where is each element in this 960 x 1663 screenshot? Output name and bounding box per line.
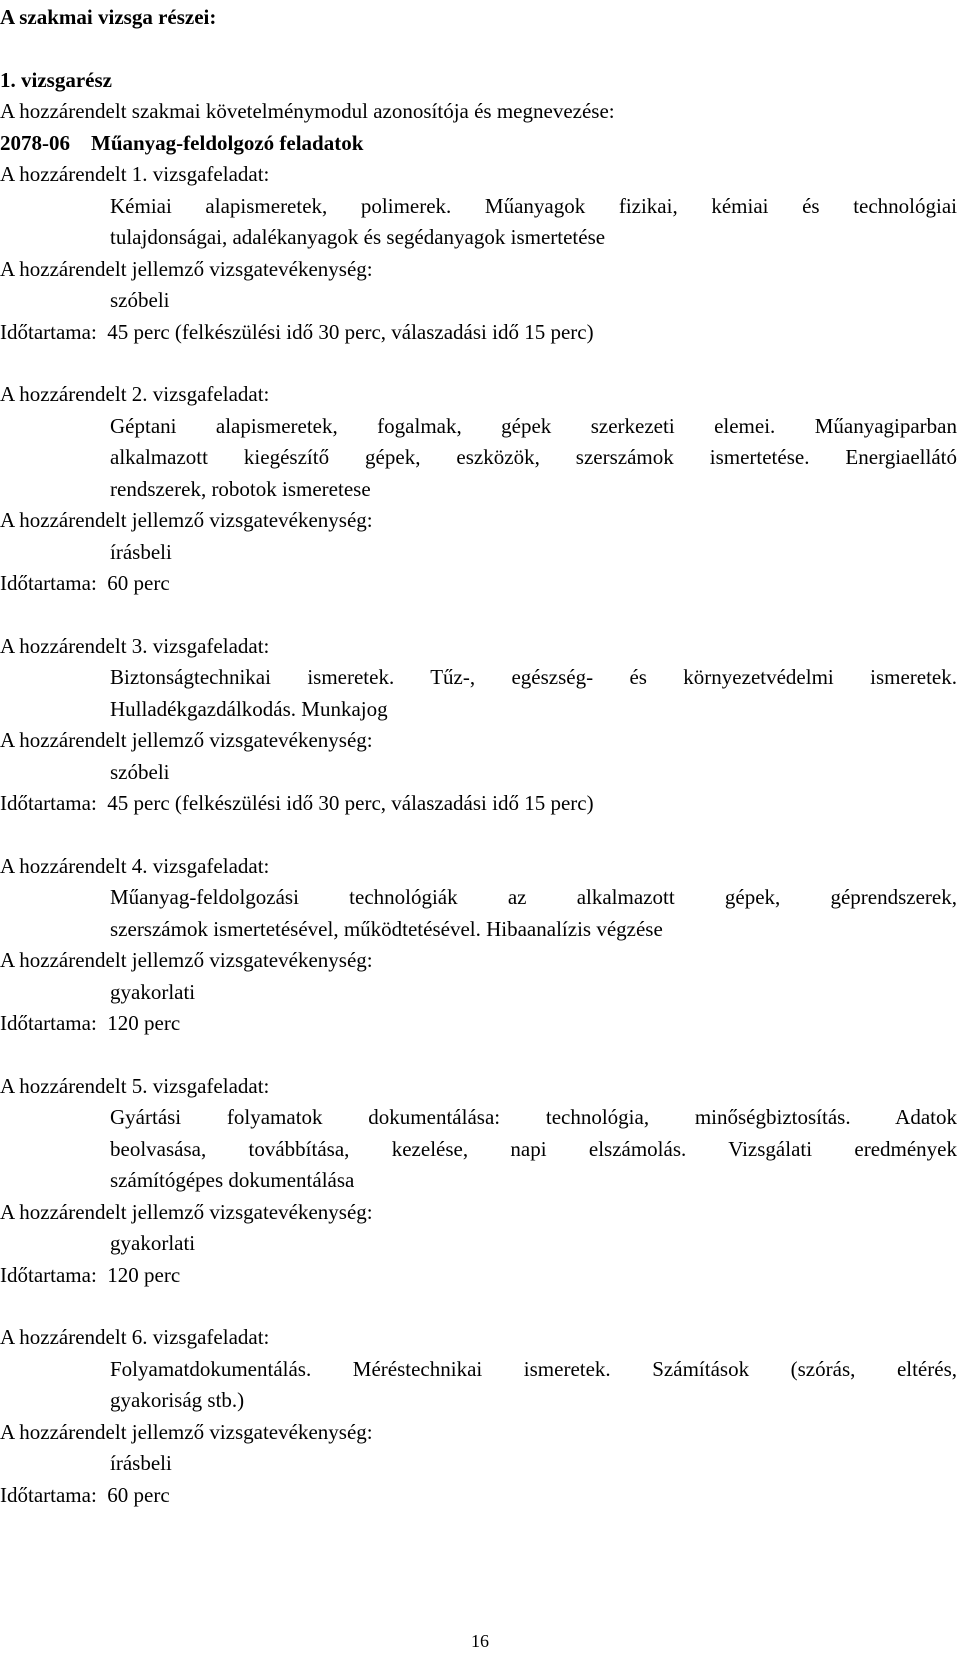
task-description-line: Műanyag-feldolgozási technológiák az alkalmazott gépek, géprendszerek, — [110, 885, 957, 909]
document-page — [0, 2, 960, 1511]
task-description-line: Géptani alapismeretek, fogalmak, gépek szerkezeti elemei. Műanyagiparban — [110, 413, 957, 438]
spacer — [0, 820, 960, 851]
activity-type: írásbeli — [110, 539, 172, 564]
task-description-line: Gyártási folyamatok dokumentálása: technológia, minőségbiztosítás. Adatok — [110, 1105, 957, 1129]
page-number: 16 — [471, 1631, 489, 1651]
task-label: A hozzárendelt 6. vizsgafeladat: — [0, 1325, 270, 1349]
duration-row — [0, 568, 960, 600]
duration-label: Időtartama: — [0, 319, 97, 344]
spacer — [0, 1291, 960, 1322]
task-label: A hozzárendelt 2. vizsgafeladat: — [0, 382, 270, 406]
task-description-line: számítógépes dokumentálása — [110, 1168, 355, 1192]
spacer — [0, 348, 960, 379]
activity-type: szóbeli — [110, 288, 170, 312]
task-description-line: szerszámok ismertetésével, működtetésével. Hibaanalízis végzése — [110, 916, 663, 941]
duration-label: Időtartama: — [0, 1262, 97, 1287]
task-label: A hozzárendelt 3. vizsgafeladat: — [0, 633, 270, 658]
module-code: 2078-06 — [0, 130, 70, 155]
duration-value: 60 perc — [107, 571, 170, 595]
task-description-line: Biztonságtechnikai ismeretek. Tűz-, egészség- és környezetvédelmi ismeretek. — [110, 665, 957, 689]
task-label: A hozzárendelt 1. vizsgafeladat: — [0, 162, 270, 186]
activity-type: gyakorlati — [110, 979, 196, 1004]
duration-row — [0, 317, 960, 349]
module-label: A hozzárendelt szakmai követelménymodul azonosítója és megnevezése: — [0, 99, 615, 123]
duration-label: Időtartama: — [0, 1482, 97, 1507]
exam-task — [0, 159, 960, 348]
module-identifier — [0, 128, 960, 160]
duration-value: 45 perc (felkészülési idő 30 perc, válaszadási idő 15 perc) — [107, 319, 594, 344]
module-name: Műanyag-feldolgozó feladatok — [91, 130, 364, 155]
task-description-line: Folyamatdokumentálás. Méréstechnikai ismeretek. Számítások (szórás, eltérés, — [110, 1356, 957, 1381]
duration-row — [0, 788, 960, 820]
activity-label: A hozzárendelt jellemző vizsgatevékenység: — [0, 1199, 373, 1224]
duration-label: Időtartama: — [0, 1011, 97, 1035]
task-description-line: tulajdonságai, adalékanyagok és segédanyagok ismertetése — [110, 225, 606, 249]
activity-label: A hozzárendelt jellemző vizsgatevékenység: — [0, 1419, 373, 1444]
task-description-line: Hulladékgazdálkodás. Munkajog — [110, 696, 388, 721]
activity-label: A hozzárendelt jellemző vizsgatevékenység: — [0, 728, 373, 752]
activity-label: A hozzárendelt jellemző vizsgatevékenység: — [0, 508, 373, 532]
exam-task — [0, 820, 960, 1040]
spacer — [0, 1040, 960, 1071]
task-description-line: gyakoriság stb.) — [110, 1388, 245, 1412]
task-description-line: alkalmazott kiegészítő gépek, eszközök, szerszámok ismertetése. Energiaellátó — [110, 445, 957, 469]
exam-task — [0, 1040, 960, 1292]
spacer — [0, 34, 960, 65]
duration-value: 120 perc — [107, 1011, 181, 1035]
exam-task — [0, 1291, 960, 1511]
duration-value: 45 perc (felkészülési idő 30 perc, válaszadási idő 15 perc) — [107, 791, 594, 815]
activity-type: írásbeli — [110, 1451, 172, 1475]
task-label: A hozzárendelt 4. vizsgafeladat: — [0, 853, 270, 878]
duration-row — [0, 1008, 960, 1040]
exam-tasks — [0, 159, 960, 1511]
activity-label: A hozzárendelt jellemző vizsgatevékenység: — [0, 948, 373, 972]
task-label: A hozzárendelt 5. vizsgafeladat: — [0, 1073, 270, 1098]
duration-row — [0, 1480, 960, 1512]
activity-label: A hozzárendelt jellemző vizsgatevékenység: — [0, 256, 373, 281]
duration-value: 120 perc — [107, 1262, 181, 1287]
exam-part-title: 1. vizsgarész — [0, 67, 112, 92]
task-description-line: Kémiai alapismeretek, polimerek. Műanyagok fizikai, kémiai és technológiai — [110, 193, 957, 218]
duration-row — [0, 1260, 960, 1292]
duration-label: Időtartama: — [0, 571, 97, 595]
activity-type: gyakorlati — [110, 1231, 196, 1255]
spacer — [0, 600, 960, 631]
task-description-line: rendszerek, robotok ismeretese — [110, 476, 371, 501]
exam-task — [0, 600, 960, 820]
section-heading: A szakmai vizsga részei: — [0, 5, 217, 29]
task-description-line: beolvasása, továbbítása, kezelése, napi elszámolás. Vizsgálati eredmények — [110, 1136, 957, 1161]
exam-task — [0, 348, 960, 600]
activity-type: szóbeli — [110, 759, 170, 784]
duration-label: Időtartama: — [0, 791, 97, 815]
duration-value: 60 perc — [107, 1482, 170, 1507]
